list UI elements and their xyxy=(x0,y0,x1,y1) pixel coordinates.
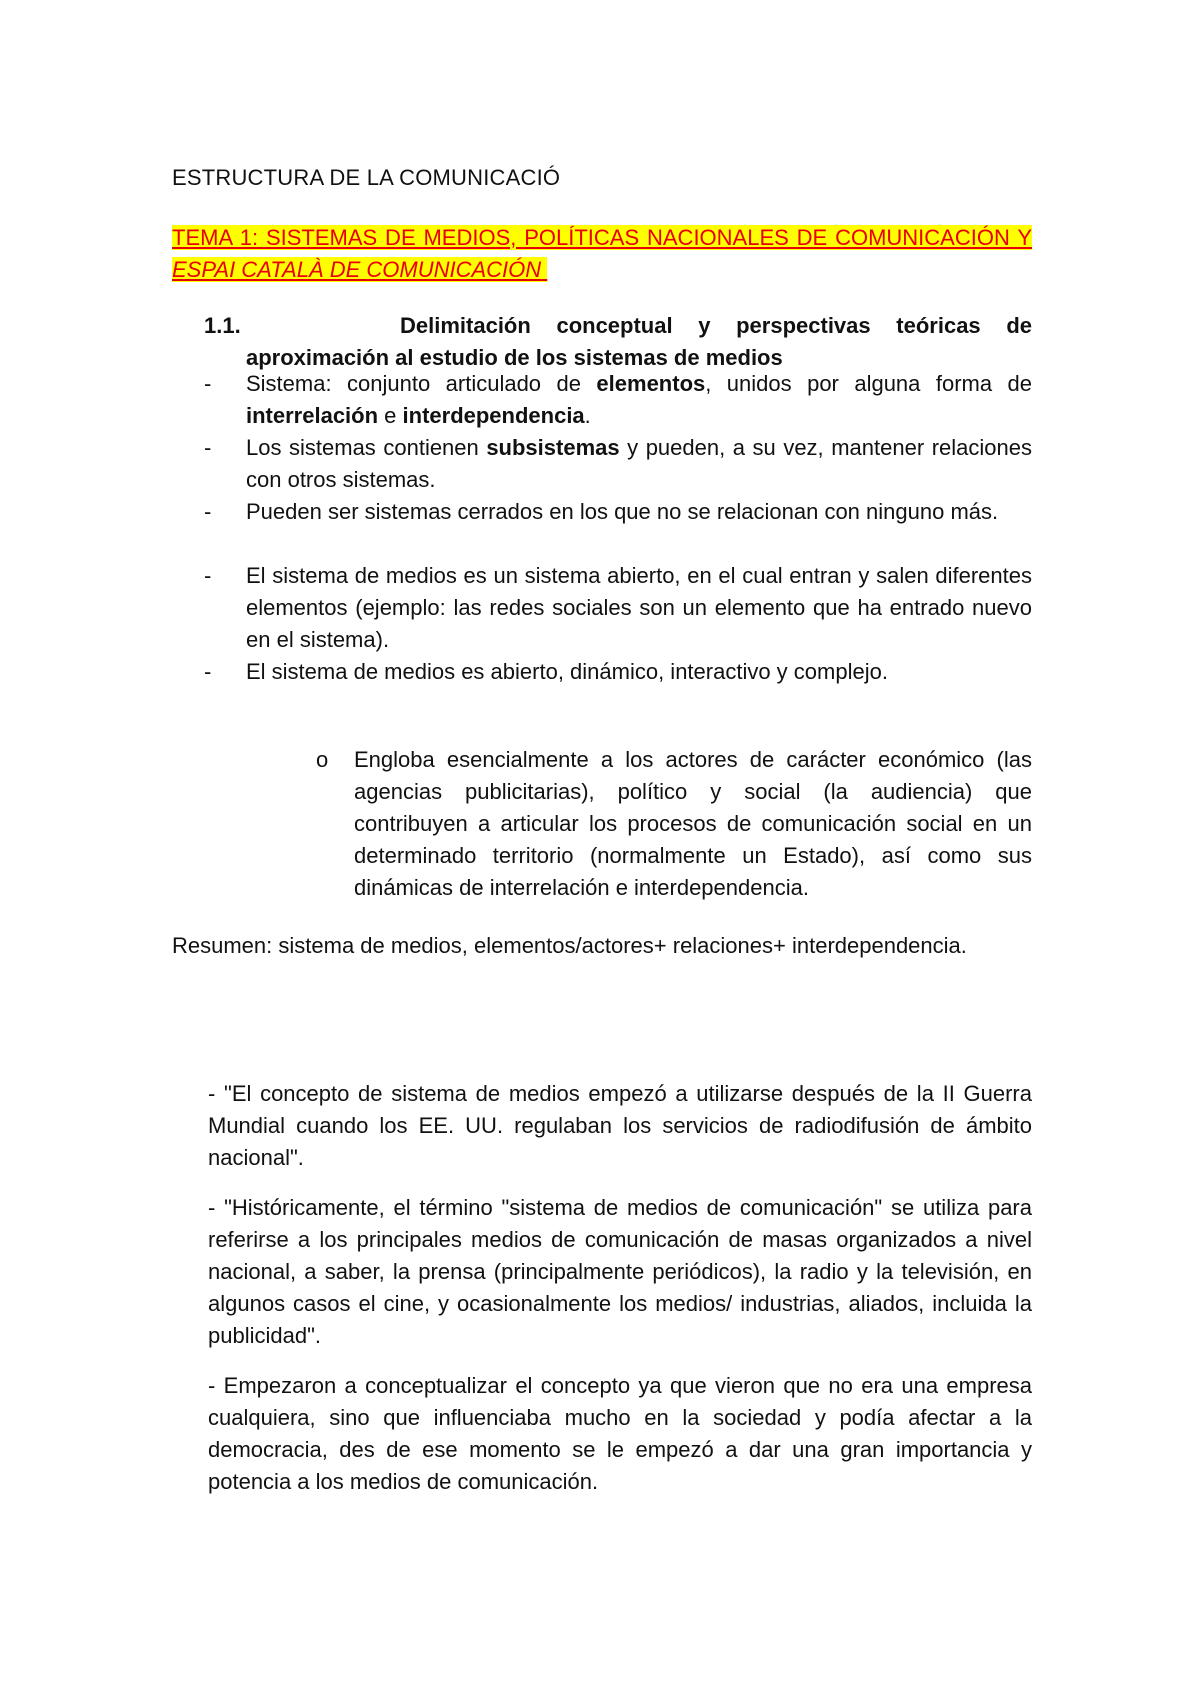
text-run: . xyxy=(584,403,591,428)
section-heading-line1 xyxy=(204,310,1032,342)
dash-marker: - xyxy=(204,659,212,684)
dash-marker: - xyxy=(204,499,212,524)
explanation-paragraph: - Empezaron a conceptualizar el concepto ya que vieron que no era una empresa cualquiera, sino que influenciaba mucho en la sociedad y podía afectar a la democracia, des de ese momento se le empezó a dar una gran importancia y potencia a los medios de comunicación. xyxy=(208,1373,1032,1494)
list-item xyxy=(204,432,1032,496)
topic-heading xyxy=(172,222,1032,286)
dash-marker: - xyxy=(204,563,212,588)
section-title-line1: Delimitación conceptual y perspectivas teóricas de xyxy=(400,313,1032,338)
section-heading xyxy=(204,310,1032,374)
dash-marker: - xyxy=(204,435,212,460)
topic-heading-italic: ESPAI CATALÀ DE COMUNICACIÓN xyxy=(172,257,542,282)
list-item-text xyxy=(246,432,1032,496)
circle-marker: o xyxy=(316,747,329,772)
section-number: 1.1. xyxy=(204,313,241,338)
list-item xyxy=(204,656,1032,688)
list-item xyxy=(204,560,1032,656)
bold-term: subsistemas xyxy=(486,435,620,460)
sub-list-item xyxy=(316,744,1032,904)
list-item xyxy=(204,496,1032,528)
bold-term: elementos xyxy=(596,371,706,396)
text-run: , unidos por alguna forma de xyxy=(705,371,1032,396)
list-item-text xyxy=(246,368,1032,432)
summary-paragraph: Resumen: sistema de medios, elementos/actores+ relaciones+ interdependencia. xyxy=(172,933,967,958)
dash-marker: - xyxy=(204,371,212,396)
document-title: ESTRUCTURA DE LA COMUNICACIÓ xyxy=(172,165,561,190)
text-run: Sistema: conjunto articulado de xyxy=(246,371,597,396)
topic-heading-text xyxy=(172,225,1032,282)
text-run: e xyxy=(378,403,403,428)
bold-term: interdependencia xyxy=(402,403,585,428)
list-item xyxy=(204,368,1032,432)
list-item-text: Pueden ser sistemas cerrados en los que no se relacionan con ninguno más. xyxy=(246,499,999,524)
list-item-text: El sistema de medios es abierto, dinámico, interactivo y complejo. xyxy=(246,659,888,684)
topic-heading-normal: TEMA 1: SISTEMAS DE MEDIOS, POLÍTICAS NACIONALES DE COMUNICACIÓN Y xyxy=(172,225,1032,250)
list-item-text: El sistema de medios es un sistema abierto, en el cual entran y salen diferentes elementos (ejemplo: las redes sociales son un elemento que ha entrado nuevo en el sistema). xyxy=(246,563,1032,652)
text-run: Los sistemas contienen xyxy=(246,435,487,460)
quote-paragraph: - "El concepto de sistema de medios empezó a utilizarse después de la II Guerra Mundial cuando los EE. UU. regulaban los servicios de radiodifusión de ámbito nacional". xyxy=(208,1081,1032,1170)
section-title-line2: aproximación al estudio de los sistemas de medios xyxy=(246,345,783,370)
text-run: y pueden, a su vez, mantener relaciones con otros sistemas. xyxy=(246,435,1032,492)
quote-paragraph: - "Históricamente, el término "sistema de medios de comunicación" se utiliza para referirse a los principales medios de comunicación de masas organizados a nivel nacional, a saber, la prensa (principalmente periódicos), la radio y la televisión, en algunos casos el cine, y ocasionalmente los medios/ industrias, aliados, incluida la publicidad". xyxy=(208,1195,1032,1348)
sub-list-item-text: Engloba esencialmente a los actores de carácter económico (las agencias publicitarias), político y social (la audiencia) que contribuyen a articular los procesos de comunicación social en un determinado territorio (normalmente un Estado), así como sus dinámicas de interrelación e interdependencia. xyxy=(354,747,1032,900)
bold-term: interrelación xyxy=(246,403,379,428)
